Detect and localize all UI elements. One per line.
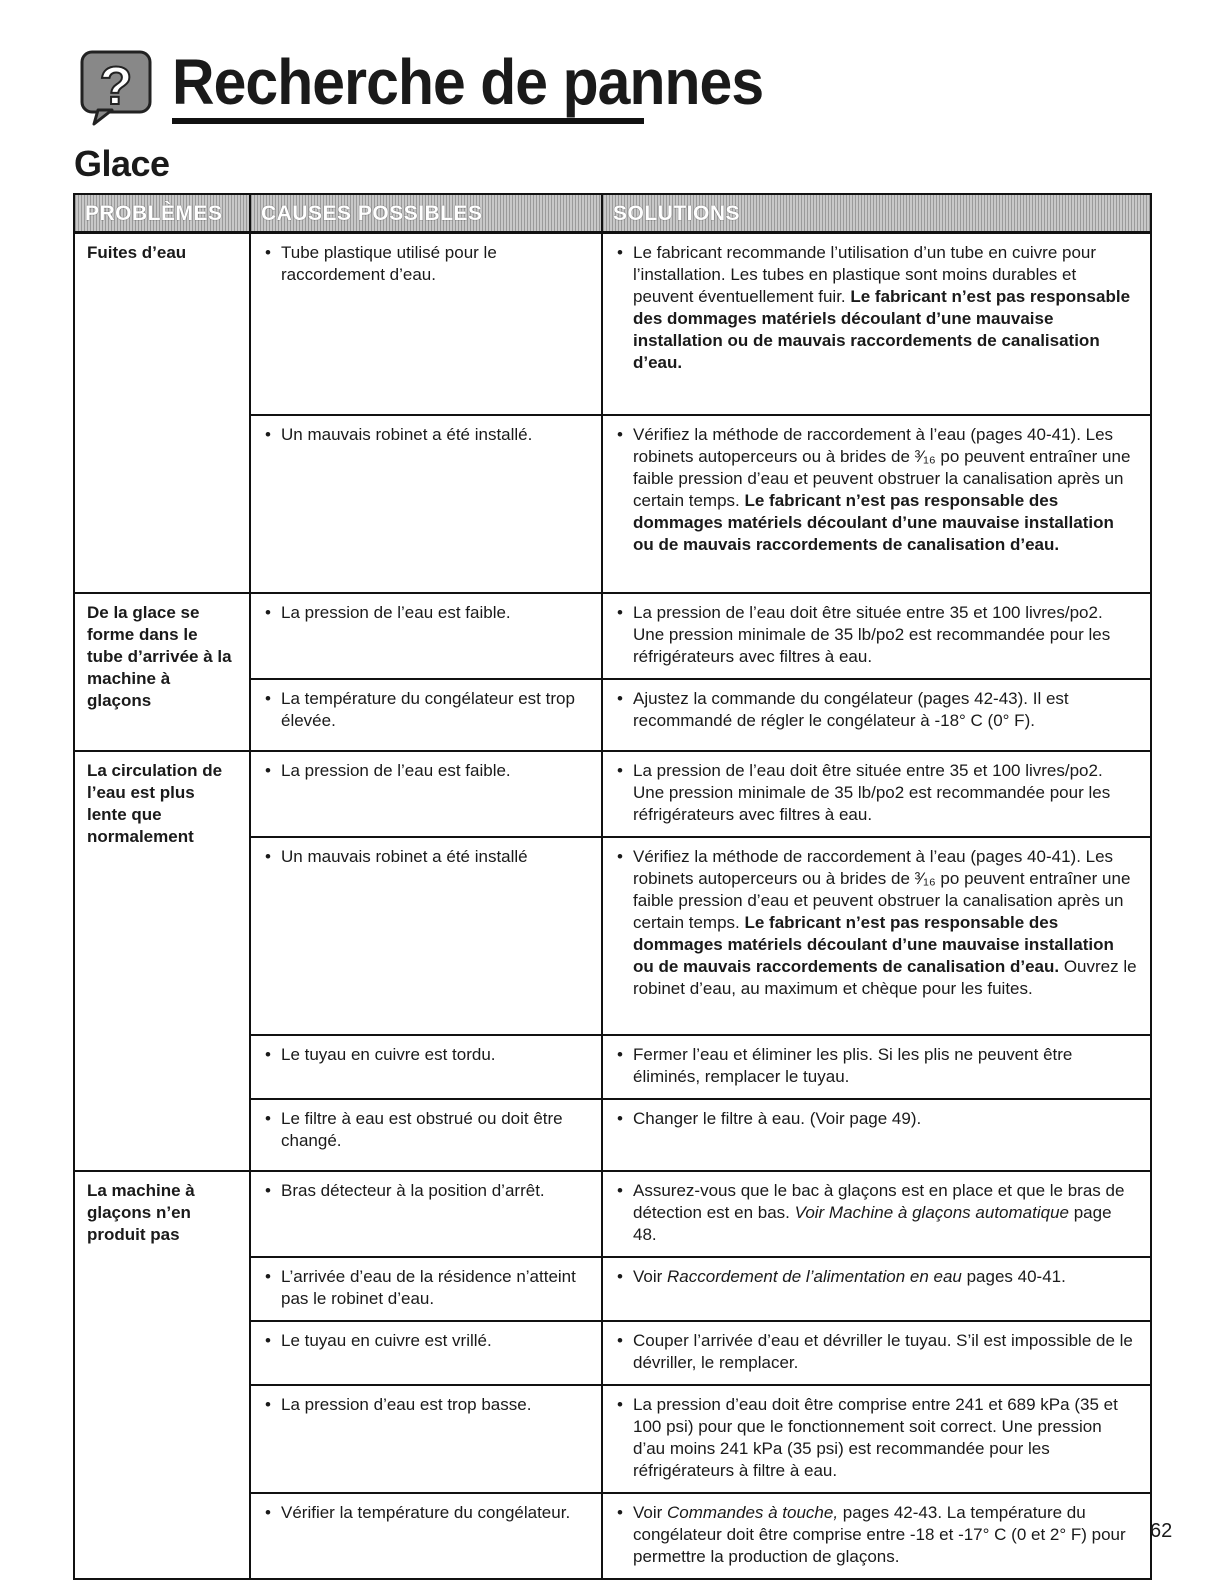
cause-text: • Le tuyau en cuivre est tordu. [263,1044,589,1066]
question-mark-icon [80,50,152,126]
problem-cell: La circulation de l’eau est plus lente que normalement [74,751,250,1171]
table-row [74,751,1151,837]
solution-text: • Ajustez la commande du congélateur (pages 42-43). Il est recommandé de régler le congélateur à -18° C (0° F). [615,688,1138,732]
solution-text: • La pression de l’eau doit être située entre 35 et 100 livres/po2. Une pression minimale de 35 lb/po2 est recommandée pour les réfrigérateurs avec filtres à eau. [615,760,1138,826]
header-problems: PROBLÈMES [75,195,249,231]
solution-text: • Voir Commandes à touche, pages 42-43. La température du congélateur doit être comprise entre -18 et -17° C (0 et 2° F) pour permettre la production de glaçons. [615,1502,1138,1568]
table-header-row [74,194,1151,233]
cause-text: • Bras détecteur à la position d’arrêt. [263,1180,589,1202]
solution-text: • La pression de l’eau doit être située entre 35 et 100 livres/po2. Une pression minimale de 35 lb/po2 est recommandée pour les réfrigérateurs avec filtres à eau. [615,602,1138,668]
troubleshooting-table [73,193,1152,1580]
cause-text: • L’arrivée d’eau de la résidence n’atteint pas le robinet d’eau. [263,1266,589,1310]
svg-text:?: ? [99,56,133,116]
cause-text: • La pression d’eau est trop basse. [263,1394,589,1416]
solution-text: • Changer le filtre à eau. (Voir page 49). [615,1108,1138,1130]
solution-text: • Le fabricant recommande l’utilisation d’un tube en cuivre pour l’installation. Les tubes en plastique sont moins durables et peuvent éventuellement fuir. Le fabricant n’est pas responsable des dommages matériels découlant d’une mauvaise installation ou de mauvais raccordements de canalisation d’eau. [615,242,1138,374]
section-title: Glace [74,143,170,184]
solution-text: • Vérifiez la méthode de raccordement à l’eau (pages 40-41). Les robinets autoperceurs ou à brides de ³⁄₁₆ po peuvent entraîner une faible pression d’eau et peuvent obstruer la canalisation après un certain temps. Le fabricant n’est pas responsable des dommages matériels découlant d’une mauvaise installation ou de mauvais raccordements de canalisation d’eau. [615,424,1138,556]
page-title: Recherche de pannes [172,46,764,118]
cause-text: • Un mauvais robinet a été installé [263,846,589,868]
cause-text: • Tube plastique utilisé pour le raccordement d’eau. [263,242,589,286]
cause-text: • Le tuyau en cuivre est vrillé. [263,1330,589,1352]
table-row [74,1171,1151,1257]
solution-text: • La pression d’eau doit être comprise entre 241 et 689 kPa (35 et 100 psi) pour que le fonctionnement soit correct. Une pression d’au moins 241 kPa (35 psi) est recommandée pour les réfrigérateurs à filtre à eau. [615,1394,1138,1482]
table-row [74,233,1151,416]
solution-text: • Couper l’arrivée d’eau et dévriller le tuyau. S’il est impossible de le dévriller, le remplacer. [615,1330,1138,1374]
cause-text: • La pression de l’eau est faible. [263,760,589,782]
table-row [74,593,1151,679]
header-solutions: SOLUTIONS [603,195,1150,231]
title-underline [172,118,644,124]
cause-text: • Vérifier la température du congélateur. [263,1502,589,1524]
cause-text: • Le filtre à eau est obstrué ou doit être changé. [263,1108,589,1152]
solution-text: • Fermer l’eau et éliminer les plis. Si les plis ne peuvent être éliminés, remplacer le tuyau. [615,1044,1138,1088]
problem-cell: La machine à glaçons n’en produit pas [74,1171,250,1579]
solution-text: • Assurez-vous que le bac à glaçons est en place et que le bras de détection est en bas. Voir Machine à glaçons automatique page 48. [615,1180,1138,1246]
solution-text: • Voir Raccordement de l’alimentation en eau pages 40-41. [615,1266,1138,1288]
cause-text: • La température du congélateur est trop élevée. [263,688,589,732]
solution-text: • Vérifiez la méthode de raccordement à l’eau (pages 40-41). Les robinets autoperceurs ou à brides de ³⁄₁₆ po peuvent entraîner une faible pression d’eau et peuvent obstruer la canalisation après un certain temps. Le fabricant n’est pas responsable des dommages matériels découlant d’une mauvaise installation ou de mauvais raccordements de canalisation d’eau. Ouvrez le robinet d’eau, au maximum et chèque pour les fuites. [615,846,1138,1000]
cause-text: • La pression de l’eau est faible. [263,602,589,624]
header-causes: CAUSES POSSIBLES [251,195,601,231]
cause-text: • Un mauvais robinet a été installé. [263,424,589,446]
problem-cell: De la glace se forme dans le tube d’arrivée à la machine à glaçons [74,593,250,751]
problem-cell: Fuites d’eau [74,233,250,594]
page-number: 62 [1150,1520,1173,1542]
